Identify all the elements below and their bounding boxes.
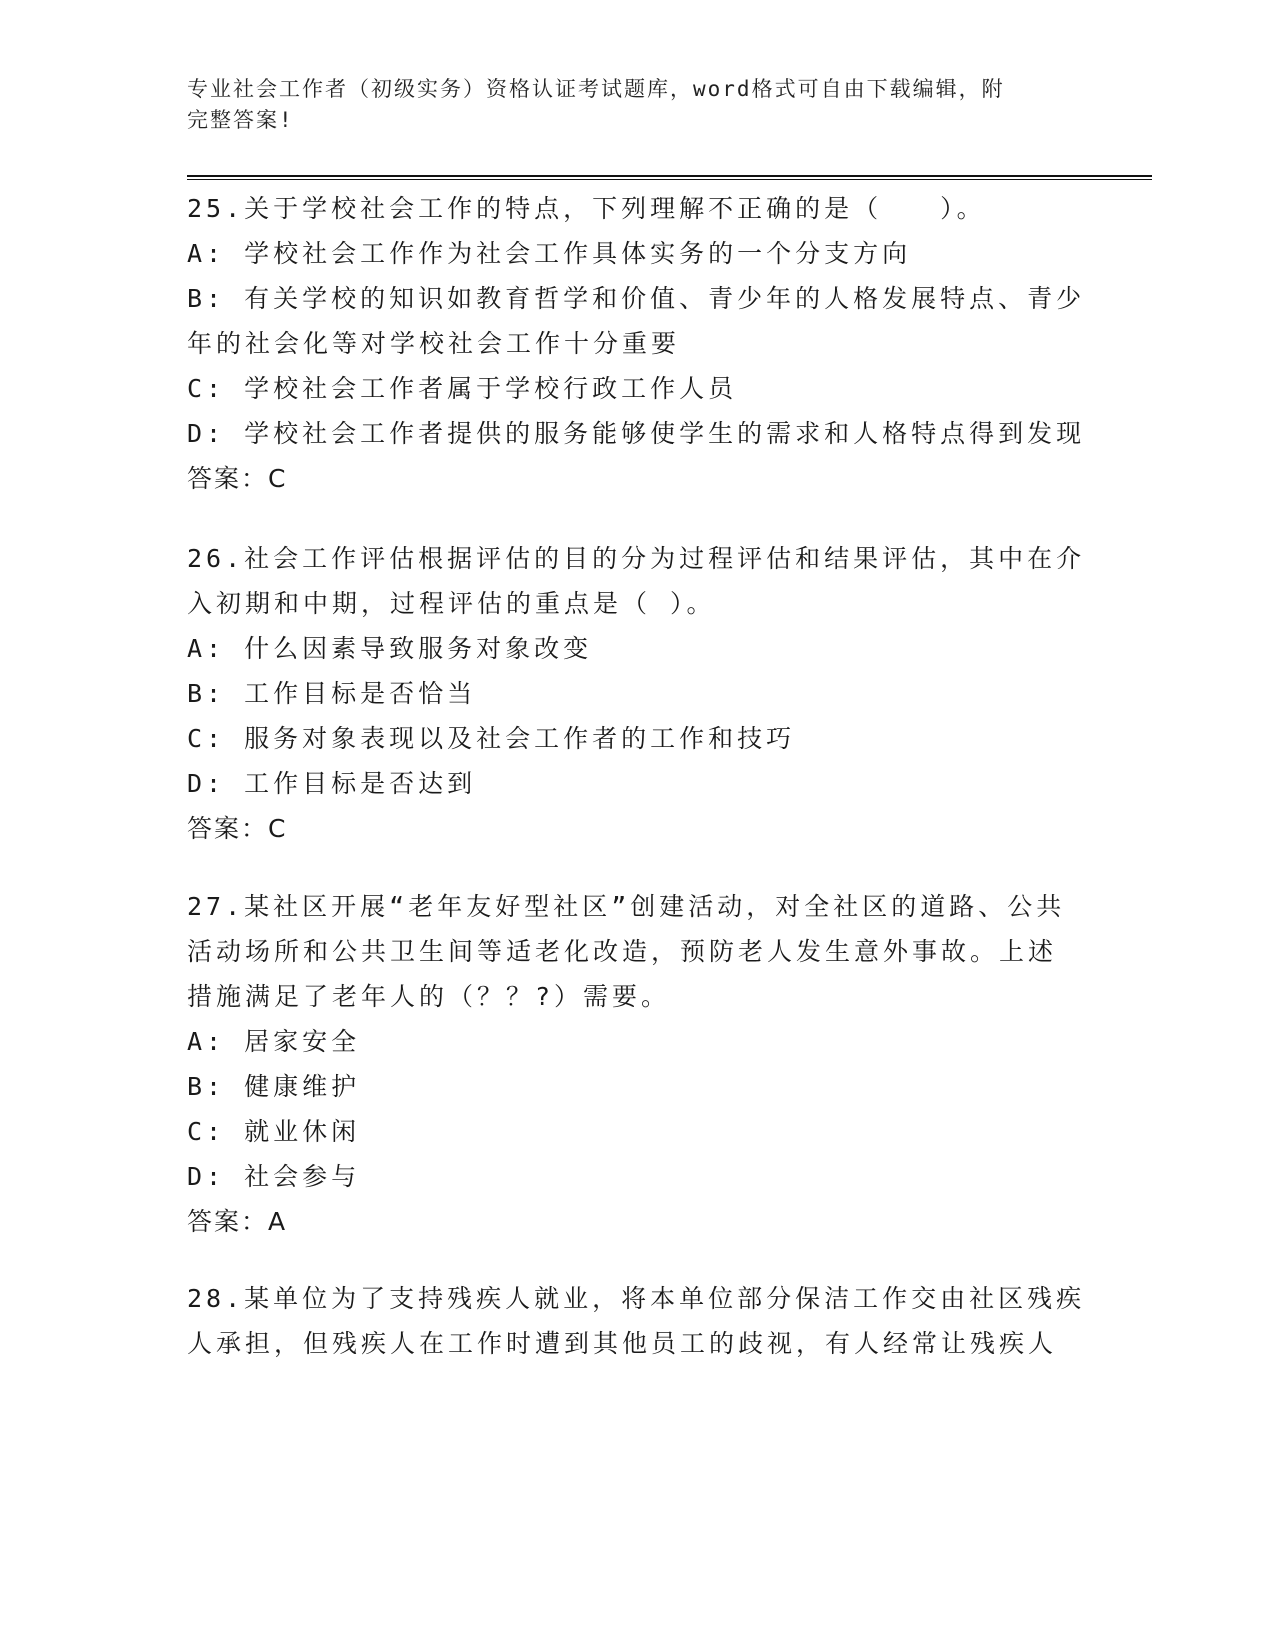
option-a: A: 什么因素导致服务对象改变 bbox=[187, 634, 593, 663]
option-c: C: 服务对象表现以及社会工作者的工作和技巧 bbox=[187, 724, 796, 753]
question-25 bbox=[187, 186, 1086, 501]
header-line-2: 完整答案! bbox=[187, 108, 294, 132]
question-text: 28.某单位为了支持残疾人就业，将本单位部分保洁工作交由社区残疾 bbox=[187, 1284, 1086, 1313]
option-b: B: 健康维护 bbox=[187, 1072, 361, 1101]
option-d: D: 学校社会工作者提供的服务能够使学生的需求和人格特点得到发现 bbox=[187, 419, 1086, 448]
document-header bbox=[187, 74, 1067, 136]
question-text-continued: 人承担，但残疾人在工作时遭到其他员工的歧视，有人经常让残疾人 bbox=[187, 1329, 1058, 1358]
question-text-continued: 措施满足了老年人的（？？?）需要。 bbox=[187, 982, 671, 1011]
question-28 bbox=[187, 1276, 1086, 1366]
option-d: D: 社会参与 bbox=[187, 1162, 361, 1191]
header-line-1: 专业社会工作者（初级实务）资格认证考试题库，word格式可自由下载编辑，附 bbox=[187, 77, 1005, 101]
question-text: 27.某社区开展“老年友好型社区”创建活动，对全社区的道路、公共 bbox=[187, 892, 1066, 921]
option-d: D: 工作目标是否达到 bbox=[187, 769, 477, 798]
option-c: C: 学校社会工作者属于学校行政工作人员 bbox=[187, 374, 738, 403]
question-27 bbox=[187, 884, 1067, 1244]
answer: 答案：A bbox=[187, 1207, 288, 1236]
question-26 bbox=[187, 536, 1086, 851]
question-text-continued: 入初期和中期，过程评估的重点是（ ）。 bbox=[187, 589, 716, 618]
question-text-continued: 活动场所和公共卫生间等适老化改造，预防老人发生意外事故。上述 bbox=[187, 937, 1058, 966]
question-text: 26.社会工作评估根据评估的目的分为过程评估和结果评估，其中在介 bbox=[187, 544, 1086, 573]
answer: 答案：C bbox=[187, 464, 288, 493]
option-b: B: 工作目标是否恰当 bbox=[187, 679, 477, 708]
header-divider bbox=[187, 175, 1152, 180]
question-text: 25.关于学校社会工作的特点，下列理解不正确的是（ ）。 bbox=[187, 194, 986, 223]
option-b: B: 有关学校的知识如教育哲学和价值、青少年的人格发展特点、青少 bbox=[187, 284, 1086, 313]
option-a: A: 学校社会工作作为社会工作具体实务的一个分支方向 bbox=[187, 239, 912, 268]
option-c: C: 就业休闲 bbox=[187, 1117, 361, 1146]
option-a: A: 居家安全 bbox=[187, 1027, 361, 1056]
answer: 答案：C bbox=[187, 814, 288, 843]
option-b-continued: 年的社会化等对学校社会工作十分重要 bbox=[187, 329, 681, 358]
